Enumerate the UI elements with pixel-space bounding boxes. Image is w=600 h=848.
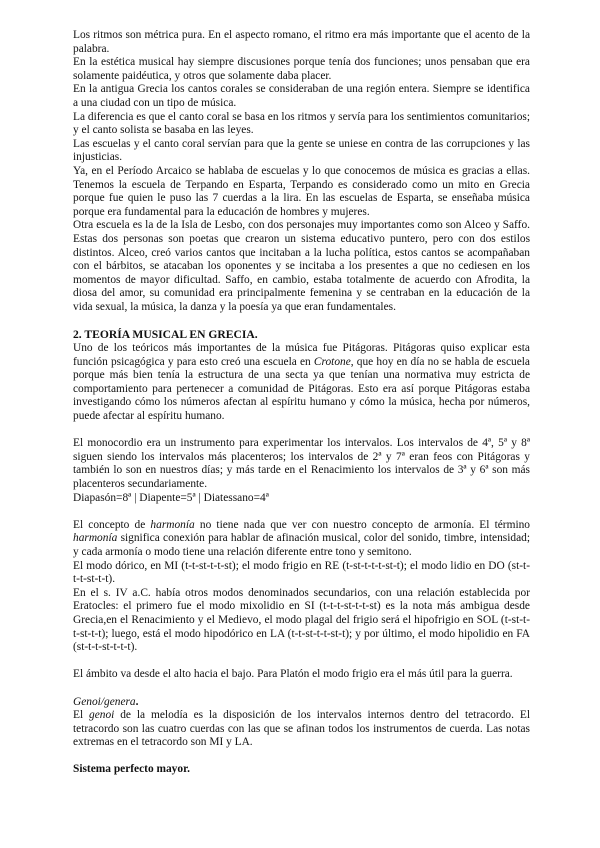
text-run: Uno de los teóricos más importantes de la música fue Pitágoras. Pitágoras quiso explicar esta función psicagógica y para esto creó una escuela en bbox=[73, 342, 530, 368]
paragraph-harmonia bbox=[73, 519, 530, 560]
paragraph-estetica: En la estética musical hay siempre discusiones porque tenía dos funciones; unos pensaban que era solamente paidéutica, y otros que solamente daba placer. bbox=[73, 56, 530, 82]
document-page bbox=[73, 29, 530, 777]
paragraph-genoi bbox=[73, 709, 530, 750]
text-run: significa conexión para hablar de afinación musical, color del sonido, timbre, intensidad; y cada armonía o modo tiene una relación diferente entre tono y semitono. bbox=[73, 532, 530, 558]
section-heading-teoria: 2. TEORÍA MUSICAL EN GRECIA. bbox=[73, 328, 258, 342]
italic-harmonia: harmonía bbox=[150, 518, 195, 531]
text-run: , que hoy en día no se habla de escuela porque más bien tenía la estructura de una secta ya que tenían una normativa muy estricta de comportamiento para pertenecer a comunidad de Pitágoras. Esto era así porque Pitágoras estaba investigando cómo los números afectan al espíritu humano y cómo la música, hecha por números, puede afectar al espíritu humano. bbox=[73, 355, 530, 423]
subheading-genoi bbox=[73, 696, 530, 710]
subheading-genoi-text: Genoi/genera bbox=[73, 695, 136, 708]
paragraph-ritmos: Los ritmos son métrica pura. En el aspecto romano, el ritmo era más importante que el acento de la palabra. bbox=[73, 29, 530, 55]
italic-crotone: Crotone bbox=[313, 355, 351, 368]
text-run: de la melodía es la disposición de los intervalos internos dentro del tetracordo. El tetracordo son las cuatro cuerdas con las que se afinan todos los instrumentos de cuerda. Las notas extremas en el tetracordo son MI y LA. bbox=[73, 709, 530, 749]
paragraph-ambito: El ámbito va desde el alto hacia el bajo. Para Platón el modo frigio era el más útil para la guerra. bbox=[73, 668, 513, 681]
paragraph-lesbo: Otra escuela es la de la Isla de Lesbo, con dos personajes muy importantes como son Alceo y Saffo. Estas dos personas son poetas que crearon un sistema educativo puntero, pero con dos estilos distintos. Alceo, creó varios cantos que incitaban a la lucha política, estos cantos se acompañaban con el bárbitos, se atacaban los oponentes y se incitaba a los presentes a que no cediesen en los momentos de mayor dificultad. Saffo, en cambio, estaba totalmente de acuerdo con Afrodita, la diosa del amor, su comunidad era principalmente femenina y se centraban en la educación de la vida sexual, la música, la danza y la poesía ya que eran fundamentales. bbox=[73, 219, 530, 313]
text-run: El concepto de bbox=[73, 518, 151, 531]
paragraph-escuelas: Las escuelas y el canto coral servían para que la gente se uniese en contra de las corrupciones y las injusticias. bbox=[73, 137, 530, 164]
paragraph-periodo-arcaico: Ya, en el Período Arcaico se hablaba de escuelas y lo que conocemos de música es gracias a ellas. Tenemos la escuela de Terpando en Esparta, Terpando es considerado como un mito en Grecia porque fue quien le puso las 7 cuerdas a la lira. En las escuelas de Esparta, se enseñaba música porque era fundamental para la educación de hombres y mujeres. bbox=[73, 164, 530, 218]
italic-genoi: genoi bbox=[89, 709, 115, 722]
paragraph-modos-secundarios: En el s. IV a.C. había otros modos denominados secundarios, con una relación establecida por Eratocles: el primero fue el modo mixolidio en SI (t-t-t-st-t-t-st) es la nota más ambigua desde Grecia,en el Renacimiento y el Medievo, el modo plagal del frigio será el hipofrigio en SOL (t-st-t-t-st-t-t); luego, está el modo hipodórico en LA (t-t-st-t-t-st-t); y por último, el modo hipolidio en FA (st-t-t-st-t-t-t). bbox=[73, 586, 530, 654]
subheading-dot: . bbox=[135, 695, 139, 708]
paragraph-antigua-grecia: En la antigua Grecia los cantos corales se consideraban de una región entera. Siempre se identifica a una ciudad con un tipo de música. bbox=[73, 83, 530, 109]
paragraph-pitagoras bbox=[73, 342, 530, 424]
italic-harmonia-2: harmonía bbox=[73, 532, 118, 545]
paragraph-monocordio: El monocordio era un instrumento para experimentar los intervalos. Los intervalos de 4ª, 5ª y 8ª siguen siendo los intervalos más placenteros; los intervalos de 2ª y 7ª eran feos con Pitágoras y también lo son en nuestros días; y más tarde en el Renacimiento los intervalos de 3ª y 6ª son más placenteros secundariamente. bbox=[73, 437, 530, 490]
paragraph-diferencia: La diferencia es que el canto coral se basa en los ritmos y servía para los sentimientos comunitarios; y el canto solista se basaba en las leyes. bbox=[73, 110, 530, 137]
paragraph-intervalos: Diapasón=8ª | Diapente=5ª | Diatessano=4ª bbox=[73, 491, 269, 504]
paragraph-modo-dorico: El modo dórico, en MI (t-t-st-t-t-st); el modo frigio en RE (t-st-t-t-t-st-t); el modo lidio en DO (st-t-t-t-st-t-t). bbox=[73, 559, 530, 586]
text-run: El bbox=[73, 709, 90, 722]
heading-sistema-perfecto: Sistema perfecto mayor. bbox=[73, 763, 190, 776]
text-run: no tiene nada que ver con nuestro concepto de armonía. El término bbox=[194, 518, 530, 531]
